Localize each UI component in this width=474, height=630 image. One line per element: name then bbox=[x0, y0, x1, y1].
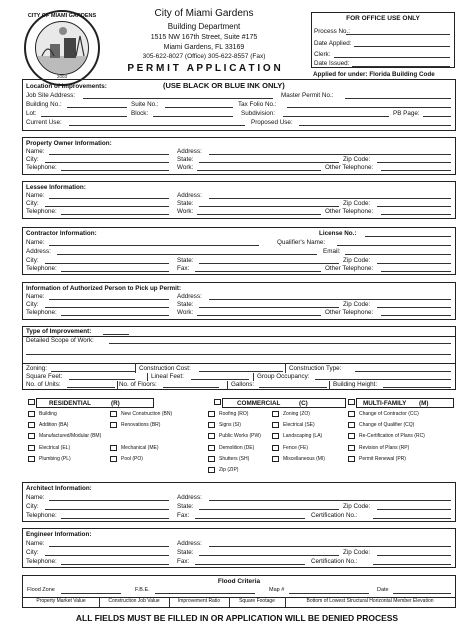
subdivision-label: Subdivision: bbox=[241, 110, 275, 117]
form-title: P E R M I T A P P L I C A T I O N bbox=[127, 63, 281, 74]
shutters-checkbox[interactable] bbox=[208, 456, 215, 462]
pb-page-label: PB Page: bbox=[393, 110, 420, 117]
engineer-fax-field[interactable] bbox=[195, 564, 305, 565]
lessee-telephone-label: Telephone: bbox=[26, 208, 57, 215]
lessee-other-tel-field[interactable] bbox=[381, 214, 451, 215]
job-site-field[interactable] bbox=[83, 98, 273, 99]
contractor-title: Contractor Information: bbox=[26, 230, 97, 237]
owner-city-field[interactable] bbox=[45, 162, 169, 163]
tax-folio-field[interactable] bbox=[287, 107, 451, 108]
engineer-city-field[interactable] bbox=[45, 555, 169, 556]
architect-zip-label: Zip Code: bbox=[343, 503, 371, 510]
contractor-telephone-field[interactable] bbox=[61, 271, 169, 272]
engineer-city-label: City: bbox=[26, 549, 39, 556]
lot-label: Lot: bbox=[26, 110, 37, 117]
new-construction-option: New Construction (BN) bbox=[121, 411, 173, 417]
multi-family-code: (M) bbox=[419, 400, 429, 407]
electrical-se-option: Electrical (SE) bbox=[283, 422, 315, 428]
email-label: Email: bbox=[323, 248, 341, 255]
pb-page-field[interactable] bbox=[423, 116, 451, 117]
scope-field-line-2[interactable] bbox=[26, 354, 451, 355]
contractor-state-field[interactable] bbox=[199, 263, 339, 264]
height-field[interactable] bbox=[383, 387, 451, 388]
owner-address-field[interactable] bbox=[209, 154, 451, 155]
lessee-work-field[interactable] bbox=[197, 214, 321, 215]
authorized-zip-label: Zip Code: bbox=[343, 301, 371, 308]
proposed-use-field[interactable] bbox=[299, 125, 451, 126]
public-works-checkbox[interactable] bbox=[208, 433, 215, 439]
construction-cost-field[interactable] bbox=[199, 371, 283, 372]
owner-address-label: Address: bbox=[177, 148, 202, 155]
flood-title: Flood Criteria bbox=[217, 578, 261, 585]
authorized-zip-field[interactable] bbox=[377, 307, 451, 308]
commercial-checkbox[interactable] bbox=[214, 399, 221, 405]
electrical-se-checkbox[interactable] bbox=[272, 422, 279, 428]
contractor-fax-field[interactable] bbox=[195, 271, 321, 272]
change-contractor-checkbox[interactable] bbox=[348, 411, 355, 417]
signs-checkbox[interactable] bbox=[208, 422, 215, 428]
date-applied-field[interactable] bbox=[354, 46, 450, 47]
floors-label: No. of Floors: bbox=[119, 381, 157, 388]
suite-no-field[interactable] bbox=[165, 107, 233, 108]
engineer-name-field[interactable] bbox=[49, 546, 169, 547]
contractor-telephone-label: Telephone: bbox=[26, 265, 57, 272]
lessee-section bbox=[22, 181, 456, 219]
demolition-checkbox[interactable] bbox=[208, 445, 215, 451]
change-qualifier-checkbox[interactable] bbox=[348, 422, 355, 428]
flood-zone-label: Flood Zone bbox=[27, 587, 55, 593]
flood-col-market-value: Property Market Value bbox=[36, 598, 86, 604]
owner-telephone-field[interactable] bbox=[61, 170, 169, 171]
improvement-section bbox=[22, 326, 456, 390]
new-construction-checkbox[interactable] bbox=[110, 411, 117, 417]
flood-col-elevation: Bottom of Lowest Structural Horizontal Member Elevation bbox=[306, 598, 434, 604]
improvement-title: Type of Improvement: bbox=[26, 328, 92, 335]
revision-checkbox[interactable] bbox=[348, 445, 355, 451]
residential-checkbox[interactable] bbox=[28, 399, 35, 405]
location-title: Location of Improvements: bbox=[26, 83, 107, 90]
block-label: Block: bbox=[131, 110, 149, 117]
process-no-field[interactable] bbox=[346, 34, 450, 35]
engineer-state-field[interactable] bbox=[199, 555, 339, 556]
current-use-label: Current Use: bbox=[26, 119, 62, 126]
mechanical-checkbox[interactable] bbox=[110, 445, 117, 451]
address-line-1: 1515 NW 167th Street, Suite #175 bbox=[150, 34, 258, 41]
lessee-city-field[interactable] bbox=[45, 206, 169, 207]
lessee-address-field[interactable] bbox=[209, 198, 451, 199]
authorized-other-tel-label: Other Telephone: bbox=[325, 309, 374, 316]
authorized-other-tel-field[interactable] bbox=[381, 315, 451, 316]
roofing-option: Roofing (RO) bbox=[219, 411, 249, 417]
authorized-address-field[interactable] bbox=[209, 299, 451, 300]
pool-checkbox[interactable] bbox=[110, 456, 117, 462]
footer-warning: ALL FIELDS MUST BE FILLED IN OR APPLICATION WILL BE DENIED PROCESS bbox=[75, 613, 399, 623]
residential-label: RESIDENTIAL bbox=[49, 400, 91, 407]
clerk-field[interactable] bbox=[334, 57, 450, 58]
construction-type-label: Construction Type: bbox=[289, 365, 342, 372]
contractor-city-label: City: bbox=[26, 257, 39, 264]
permit-renewal-option: Permit Renewal (PR) bbox=[359, 456, 406, 462]
authorized-telephone-label: Telephone: bbox=[26, 309, 57, 316]
units-field[interactable] bbox=[67, 387, 115, 388]
contractor-other-tel-field[interactable] bbox=[381, 271, 451, 272]
flood-date-label: Date bbox=[377, 587, 389, 593]
roofing-checkbox[interactable] bbox=[208, 411, 215, 417]
contractor-city-field[interactable] bbox=[45, 263, 169, 264]
master-permit-label: Master Permit No.: bbox=[281, 92, 334, 99]
engineer-name-label: Name: bbox=[26, 540, 45, 547]
master-permit-field[interactable] bbox=[345, 98, 451, 99]
square-feet-label: Square Feet: bbox=[26, 373, 63, 380]
shutters-option: Shutters (SH) bbox=[219, 456, 250, 462]
map-field[interactable] bbox=[289, 593, 369, 594]
owner-work-label: Work: bbox=[177, 164, 194, 171]
flood-zone-field[interactable] bbox=[61, 593, 121, 594]
lessee-zip-label: Zip Code: bbox=[343, 200, 371, 207]
seal-year: 2003 bbox=[56, 74, 67, 79]
manufactured-option: Manufactured/Modular (BM) bbox=[39, 433, 102, 439]
clerk-label: Clerk: bbox=[314, 51, 331, 58]
authorized-state-label: State: bbox=[177, 301, 194, 308]
engineer-cert-field[interactable] bbox=[373, 564, 451, 565]
location-section bbox=[22, 79, 456, 131]
lessee-title: Lessee Information: bbox=[26, 184, 86, 191]
engineer-zip-field[interactable] bbox=[377, 555, 451, 556]
office-use-box bbox=[311, 12, 455, 68]
city-seal bbox=[24, 10, 100, 86]
architect-city-label: City: bbox=[26, 503, 39, 510]
manufactured-checkbox[interactable] bbox=[28, 433, 35, 439]
recertification-checkbox[interactable] bbox=[348, 433, 355, 439]
architect-section bbox=[22, 482, 456, 522]
engineer-telephone-label: Telephone: bbox=[26, 558, 57, 565]
current-use-field[interactable] bbox=[69, 125, 245, 126]
improvement-type-field[interactable] bbox=[103, 334, 129, 335]
electrical-el-option: Electrical (EL) bbox=[39, 445, 71, 451]
lessee-work-label: Work: bbox=[177, 208, 194, 215]
zip-option: Zip (ZIP) bbox=[219, 467, 239, 473]
flood-col-job-value: Construction Job Value bbox=[108, 598, 160, 604]
block-field[interactable] bbox=[153, 116, 233, 117]
suite-no-label: Suite No.: bbox=[131, 101, 159, 108]
tax-folio-label: Tax Folio No.: bbox=[238, 101, 277, 108]
owner-name-label: Name: bbox=[26, 148, 45, 155]
ink-note: (USE BLACK OR BLUE INK ONLY) bbox=[163, 81, 285, 90]
signs-option: Signs (SI) bbox=[219, 422, 241, 428]
applied-under: Applied for under: Florida Building Code bbox=[313, 71, 435, 78]
building-no-field[interactable] bbox=[67, 107, 127, 108]
fence-checkbox[interactable] bbox=[272, 445, 279, 451]
architect-telephone-field[interactable] bbox=[61, 518, 169, 519]
mechanical-option: Mechanical (ME) bbox=[121, 445, 159, 451]
architect-fax-field[interactable] bbox=[195, 518, 305, 519]
engineer-state-label: State: bbox=[177, 549, 194, 556]
city-name: City of Miami Gardens bbox=[154, 8, 254, 19]
addition-checkbox[interactable] bbox=[28, 422, 35, 428]
scope-label: Detailed Scope of Work: bbox=[26, 337, 94, 344]
license-label: License No.: bbox=[319, 230, 357, 237]
electrical-el-checkbox[interactable] bbox=[28, 445, 35, 451]
miscellaneous-checkbox[interactable] bbox=[272, 456, 279, 462]
landscaping-option: Landscaping (LA) bbox=[283, 433, 323, 439]
authorized-title: Information of Authorized Person to Pick up Permit: bbox=[26, 285, 182, 292]
zoning-label: Zoning: bbox=[26, 365, 48, 372]
contractor-state-label: State: bbox=[177, 257, 194, 264]
architect-cert-label: Certification No.: bbox=[311, 512, 358, 519]
authorized-city-field[interactable] bbox=[45, 307, 169, 308]
gallons-label: Gallons: bbox=[231, 381, 255, 388]
lessee-city-label: City: bbox=[26, 200, 39, 207]
owner-telephone-label: Telephone: bbox=[26, 164, 57, 171]
lessee-state-label: State: bbox=[177, 200, 194, 207]
architect-address-field[interactable] bbox=[209, 500, 451, 501]
units-label: No. of Units: bbox=[26, 381, 61, 388]
lot-field[interactable] bbox=[41, 116, 127, 117]
engineer-fax-label: Fax: bbox=[177, 558, 190, 565]
building-no-label: Building No.: bbox=[26, 101, 62, 108]
demolition-option: Demolition (DE) bbox=[219, 445, 255, 451]
date-applied-label: Date Applied: bbox=[314, 40, 352, 47]
recertification-option: Re-Certification of Plans (RC) bbox=[359, 433, 425, 439]
lessee-zip-field[interactable] bbox=[377, 206, 451, 207]
authorized-name-field[interactable] bbox=[49, 299, 169, 300]
revision-option: Revision of Plans (RP) bbox=[359, 445, 410, 451]
authorized-telephone-field[interactable] bbox=[61, 315, 169, 316]
authorized-address-label: Address: bbox=[177, 293, 202, 300]
authorized-name-label: Name: bbox=[26, 293, 45, 300]
flood-section bbox=[22, 575, 456, 608]
job-site-label: Job Site Address: bbox=[26, 92, 76, 99]
owner-work-field[interactable] bbox=[197, 170, 321, 171]
height-label: Building Height: bbox=[333, 381, 378, 388]
fbe-field[interactable] bbox=[155, 593, 255, 594]
date-issued-label: Date Issued: bbox=[314, 60, 350, 67]
architect-fax-label: Fax: bbox=[177, 512, 190, 519]
architect-state-field[interactable] bbox=[199, 509, 339, 510]
authorized-section bbox=[22, 282, 456, 320]
miscellaneous-option: Miscellaneous (MI) bbox=[283, 456, 325, 462]
authorized-city-label: City: bbox=[26, 301, 39, 308]
multi-family-label: MULTI-FAMILY bbox=[363, 400, 407, 407]
gallons-field[interactable] bbox=[259, 387, 327, 388]
authorized-work-label: Work: bbox=[177, 309, 194, 316]
multi-family-checkbox[interactable] bbox=[348, 399, 355, 405]
owner-zip-label: Zip Code: bbox=[343, 156, 371, 163]
addition-option: Addition (BA) bbox=[39, 422, 69, 428]
scope-field[interactable] bbox=[109, 343, 451, 344]
owner-state-field[interactable] bbox=[199, 162, 339, 163]
license-field[interactable] bbox=[365, 236, 451, 237]
occupancy-label: Group Occupancy: bbox=[257, 373, 310, 380]
contractor-fax-label: Fax: bbox=[177, 265, 190, 272]
architect-name-field[interactable] bbox=[49, 500, 169, 501]
owner-title: Property Owner Information: bbox=[26, 140, 112, 147]
owner-name-field[interactable] bbox=[49, 154, 169, 155]
construction-type-field[interactable] bbox=[355, 371, 451, 372]
qualifier-field[interactable] bbox=[337, 245, 451, 246]
architect-zip-field[interactable] bbox=[377, 509, 451, 510]
address-line-2: Miami Gardens, FL 33169 bbox=[163, 44, 245, 51]
flood-col-improvement-ratio: Improvement Ratio bbox=[177, 598, 221, 604]
zip-checkbox[interactable] bbox=[208, 467, 215, 473]
qualifier-label: Qualifier's Name: bbox=[277, 239, 326, 246]
contractor-address-field[interactable] bbox=[57, 254, 317, 255]
renovations-checkbox[interactable] bbox=[110, 422, 117, 428]
engineer-cert-label: Certification No.: bbox=[311, 558, 358, 565]
zoning-field[interactable] bbox=[51, 371, 135, 372]
map-label: Map # bbox=[269, 587, 285, 593]
owner-city-label: City: bbox=[26, 156, 39, 163]
permit-renewal-checkbox[interactable] bbox=[348, 456, 355, 462]
office-use-title: FOR OFFICE USE ONLY bbox=[346, 15, 420, 22]
contractor-section bbox=[22, 227, 456, 275]
zoning-checkbox[interactable] bbox=[272, 411, 279, 417]
floors-field[interactable] bbox=[163, 387, 219, 388]
seal-emblem bbox=[35, 21, 89, 75]
lessee-name-field[interactable] bbox=[49, 198, 169, 199]
architect-telephone-label: Telephone: bbox=[26, 512, 57, 519]
date-issued-field[interactable] bbox=[352, 66, 450, 67]
engineer-address-label: Address: bbox=[177, 540, 202, 547]
authorized-work-field[interactable] bbox=[197, 315, 321, 316]
renovations-option: Renovations (BR) bbox=[121, 422, 161, 428]
contractor-zip-field[interactable] bbox=[377, 263, 451, 264]
change-qualifier-option: Change of Qualifier (CQ) bbox=[359, 422, 415, 428]
building-option: Building bbox=[39, 411, 57, 417]
architect-city-field[interactable] bbox=[45, 509, 169, 510]
lessee-other-tel-label: Other Telephone: bbox=[325, 208, 374, 215]
commercial-code: (C) bbox=[299, 400, 308, 407]
contractor-name-field[interactable] bbox=[49, 245, 259, 246]
lessee-telephone-field[interactable] bbox=[61, 214, 169, 215]
lessee-address-label: Address: bbox=[177, 192, 202, 199]
fbe-label: F.B.E. bbox=[135, 587, 150, 593]
owner-other-tel-label: Other Telephone: bbox=[325, 164, 374, 171]
plumbing-checkbox[interactable] bbox=[28, 456, 35, 462]
architect-name-label: Name: bbox=[26, 494, 45, 501]
department-name: Building Department bbox=[167, 22, 241, 31]
contractor-other-tel-label: Other Telephone: bbox=[325, 265, 374, 272]
lineal-feet-field[interactable] bbox=[191, 379, 249, 380]
architect-address-label: Address: bbox=[177, 494, 202, 501]
engineer-address-field[interactable] bbox=[209, 546, 451, 547]
architect-state-label: State: bbox=[177, 503, 194, 510]
flood-date-field[interactable] bbox=[393, 593, 451, 594]
permit-categories bbox=[22, 396, 456, 478]
building-checkbox[interactable] bbox=[28, 411, 35, 417]
public-works-option: Public Works (PW) bbox=[219, 433, 261, 439]
contractor-address-label: Address: bbox=[26, 248, 51, 255]
engineer-telephone-field[interactable] bbox=[61, 564, 169, 565]
engineer-zip-label: Zip Code: bbox=[343, 549, 371, 556]
construction-cost-label: Construction Cost: bbox=[139, 365, 191, 372]
pool-option: Pool (PO) bbox=[121, 456, 143, 462]
fence-option: Fence (FE) bbox=[283, 445, 309, 451]
architect-cert-field[interactable] bbox=[373, 518, 451, 519]
phone-line: 305-622-8027 (Office) 305-622-8557 (Fax) bbox=[142, 53, 266, 60]
email-field[interactable] bbox=[345, 254, 451, 255]
occupancy-field[interactable] bbox=[315, 379, 451, 380]
seal-text: CITY OF MIAMI GARDENS bbox=[27, 13, 97, 19]
lineal-feet-label: Lineal Feet: bbox=[151, 373, 184, 380]
owner-state-label: State: bbox=[177, 156, 194, 163]
authorized-state-field[interactable] bbox=[199, 307, 339, 308]
residential-code: (R) bbox=[111, 400, 120, 407]
zoning-option: Zoning (ZO) bbox=[283, 411, 310, 417]
change-contractor-option: Change of Contractor (CC) bbox=[359, 411, 419, 417]
lessee-name-label: Name: bbox=[26, 192, 45, 199]
contractor-name-label: Name: bbox=[26, 239, 45, 246]
proposed-use-label: Proposed Use: bbox=[251, 119, 293, 126]
architect-title: Architect Information: bbox=[26, 485, 92, 492]
lessee-state-field[interactable] bbox=[199, 206, 339, 207]
owner-section bbox=[22, 137, 456, 175]
engineer-section bbox=[22, 528, 456, 568]
process-no-label: Process No.: bbox=[314, 28, 351, 35]
subdivision-field[interactable] bbox=[283, 116, 389, 117]
square-feet-field[interactable] bbox=[69, 379, 135, 380]
contractor-zip-label: Zip Code: bbox=[343, 257, 371, 264]
commercial-label: COMMERCIAL bbox=[237, 400, 281, 407]
plumbing-option: Plumbing (PL) bbox=[39, 456, 71, 462]
flood-col-square-footage: Square Footage bbox=[239, 598, 275, 604]
owner-zip-field[interactable] bbox=[377, 162, 451, 163]
engineer-title: Engineer Information: bbox=[26, 531, 92, 538]
owner-other-tel-field[interactable] bbox=[381, 170, 451, 171]
landscaping-checkbox[interactable] bbox=[272, 433, 279, 439]
